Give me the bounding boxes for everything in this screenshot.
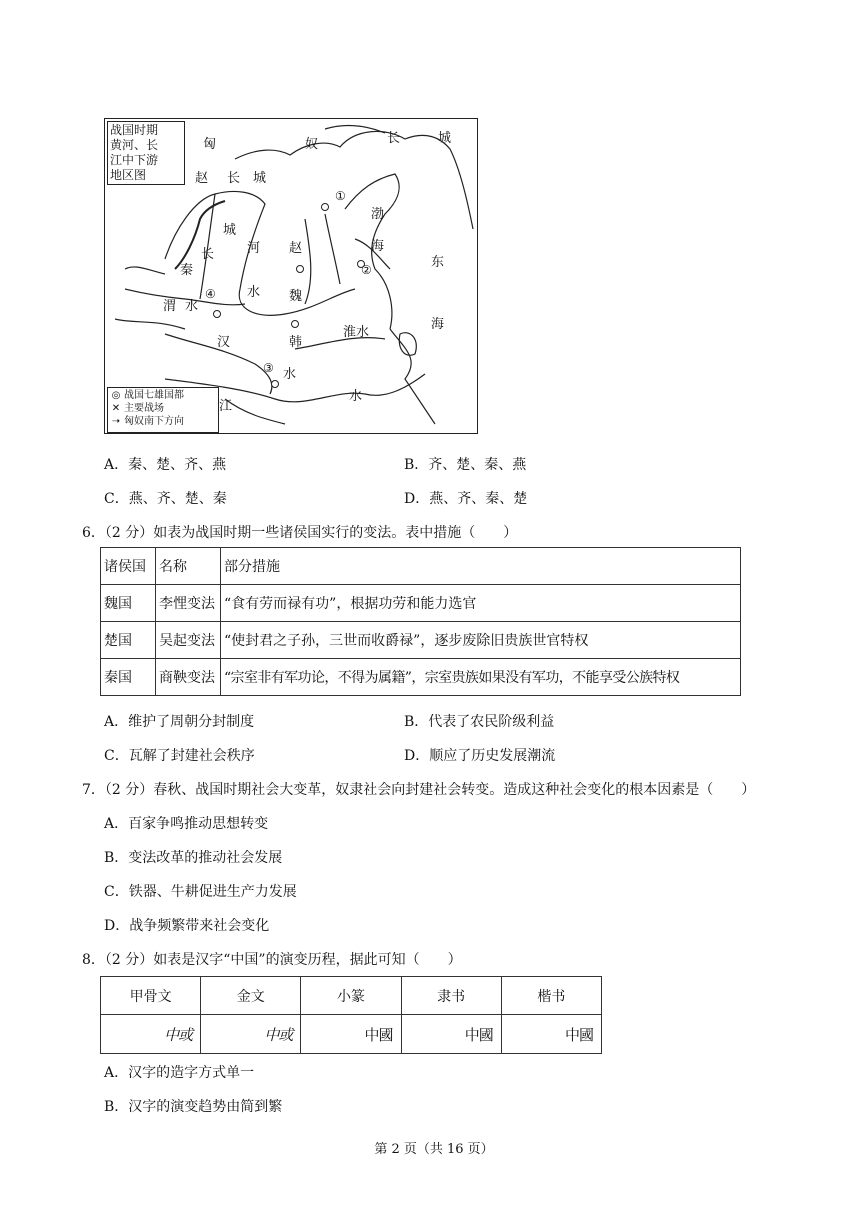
map-label: 水 — [283, 367, 297, 382]
q6-option-b[interactable]: B．代表了农民阶级利益 — [404, 714, 555, 730]
q7-option-a[interactable]: A．百家争鸣推动思想转变 — [104, 816, 269, 832]
q8-option-b[interactable]: B．汉字的演变趋势由简到繁 — [104, 1099, 283, 1115]
legend-label: 主要战场 — [124, 403, 164, 414]
clerical-script-glyph: 中國 — [464, 1025, 493, 1044]
table-cell: 楚国 — [101, 622, 156, 659]
map-label: 水 — [247, 285, 261, 300]
bronze-script-glyph: 中或 — [264, 1025, 293, 1044]
table-header-cell: 小篆 — [301, 977, 401, 1015]
map-marker-number: ③ — [263, 361, 274, 375]
oracle-bone-glyph: 中或 — [164, 1025, 193, 1044]
table-cell: 魏国 — [101, 585, 156, 622]
q7-stem: 7．（2 分）春秋、战国时期社会大变革，奴隶社会向封建社会转变。造成这种社会变化的根本因素是（ ） — [82, 782, 756, 798]
map-label: 海 — [431, 317, 445, 332]
capital-circle-icon: ◎ — [111, 390, 121, 401]
map-title-box — [107, 121, 185, 185]
small-seal-glyph: 中國 — [364, 1025, 393, 1044]
map-title-line: 江中下游 — [110, 153, 159, 167]
map-label: 渤 — [371, 207, 385, 222]
map-label: 秦 — [180, 263, 194, 278]
table-row — [101, 622, 741, 659]
map-label: 东 — [431, 255, 445, 270]
table-cell: 秦国 — [101, 659, 156, 696]
q6-option-a[interactable]: A．维护了周朝分封制度 — [104, 714, 255, 730]
q5-option-d[interactable]: D．燕、齐、秦、楚 — [404, 491, 528, 507]
q5-option-b[interactable]: B．齐、楚、秦、燕 — [404, 457, 527, 473]
table-header-row — [101, 977, 602, 1015]
legend-row — [110, 415, 216, 428]
table-cell: 吴起变法 — [156, 622, 221, 659]
map-title-line: 黄河、长 — [110, 138, 159, 152]
table-row — [101, 659, 741, 696]
map-label: 河 — [247, 241, 261, 256]
map-label: 水 — [185, 299, 199, 314]
q5-option-c[interactable]: C．燕、齐、楚、秦 — [104, 491, 227, 507]
table-header-cell: 诸侯国 — [101, 548, 156, 585]
table-header-cell: 部分措施 — [221, 548, 741, 585]
map-label: 奴 — [305, 137, 319, 152]
map-legend — [107, 387, 219, 433]
glyph-cell — [301, 1015, 401, 1054]
table-cell: “食有劳而禄有功”，根据功劳和能力选官 — [221, 585, 741, 622]
arrow-line-icon: ➝ — [111, 416, 121, 427]
q8-stem: 8．（2 分）如表是汉字“中国”的演变历程，据此可知（ ） — [82, 952, 462, 968]
map-label: 长 — [201, 247, 215, 262]
glyph-cell — [101, 1015, 201, 1054]
table-header-cell: 金文 — [201, 977, 301, 1015]
q7-option-b[interactable]: B．变法改革的推动社会发展 — [104, 850, 283, 866]
legend-label: 匈奴南下方向 — [124, 416, 184, 427]
map-label: 渭 — [163, 299, 177, 314]
table-cell: 李悝变法 — [156, 585, 221, 622]
legend-row — [110, 402, 216, 415]
table-header-cell: 甲骨文 — [101, 977, 201, 1015]
table-cell: “宗室非有军功论，不得为属籍”，宗室贵族如果没有军功，不能享受公族特权 — [221, 659, 741, 696]
map-label: 城 — [253, 171, 267, 186]
glyph-cell — [401, 1015, 501, 1054]
map-marker-number: ① — [335, 189, 346, 203]
map-label: 赵 — [195, 171, 209, 186]
map-label: 韩 — [289, 335, 303, 350]
map-label: 城 — [438, 131, 452, 146]
map-label: 江 — [219, 399, 233, 414]
table-cell: 商鞅变法 — [156, 659, 221, 696]
q8-option-a[interactable]: A．汉字的造字方式单一 — [104, 1065, 255, 1081]
q6-option-c[interactable]: C．瓦解了封建社会秩序 — [104, 748, 255, 764]
q6-option-d[interactable]: D．顺应了历史发展潮流 — [404, 748, 556, 764]
page-footer: 第 2 页（共 16 页） — [374, 1142, 494, 1157]
map-label: 汉 — [217, 335, 231, 350]
map-label: 赵 — [289, 241, 303, 256]
table-header-cell: 楷书 — [501, 977, 601, 1015]
map-label: 长 — [227, 171, 241, 186]
table-row — [101, 585, 741, 622]
map-label: 匈 — [203, 137, 217, 152]
q7-option-d[interactable]: D．战争频繁带来社会变化 — [104, 918, 270, 934]
table-cell: “使封君之子孙，三世而收爵禄”，逐步废除旧贵族世官特权 — [221, 622, 741, 659]
battlefield-cross-icon: ✕ — [111, 403, 121, 414]
q7-option-c[interactable]: C．铁器、牛耕促进生产力发展 — [104, 884, 297, 900]
map-label: 魏 — [289, 289, 303, 304]
map-title-line: 地区图 — [110, 168, 147, 182]
warring-states-map — [104, 118, 478, 434]
table-header-cell: 隶书 — [401, 977, 501, 1015]
table-row — [101, 1015, 602, 1054]
map-label: 淮水 — [343, 325, 370, 340]
q5-option-a[interactable]: A．秦、楚、齐、燕 — [104, 457, 227, 473]
table-header-row — [101, 548, 741, 585]
glyph-cell — [501, 1015, 601, 1054]
legend-row — [110, 389, 216, 402]
table-header-cell: 名称 — [156, 548, 221, 585]
map-title-line: 战国时期 — [110, 123, 159, 137]
reform-table — [100, 547, 741, 696]
map-marker-number: ④ — [205, 287, 216, 301]
legend-label: 战国七雄国都 — [124, 390, 184, 401]
glyph-cell — [201, 1015, 301, 1054]
q6-stem: 6．（2 分）如表为战国时期一些诸侯国实行的变法。表中措施（ ） — [82, 525, 518, 541]
map-label: 海 — [371, 239, 385, 254]
map-label: 城 — [223, 223, 237, 238]
character-evolution-table — [100, 976, 602, 1054]
regular-script-glyph: 中國 — [564, 1025, 593, 1044]
map-label: 水 — [349, 389, 363, 404]
map-marker-number: ② — [361, 263, 372, 277]
map-label: 长 — [387, 131, 401, 146]
